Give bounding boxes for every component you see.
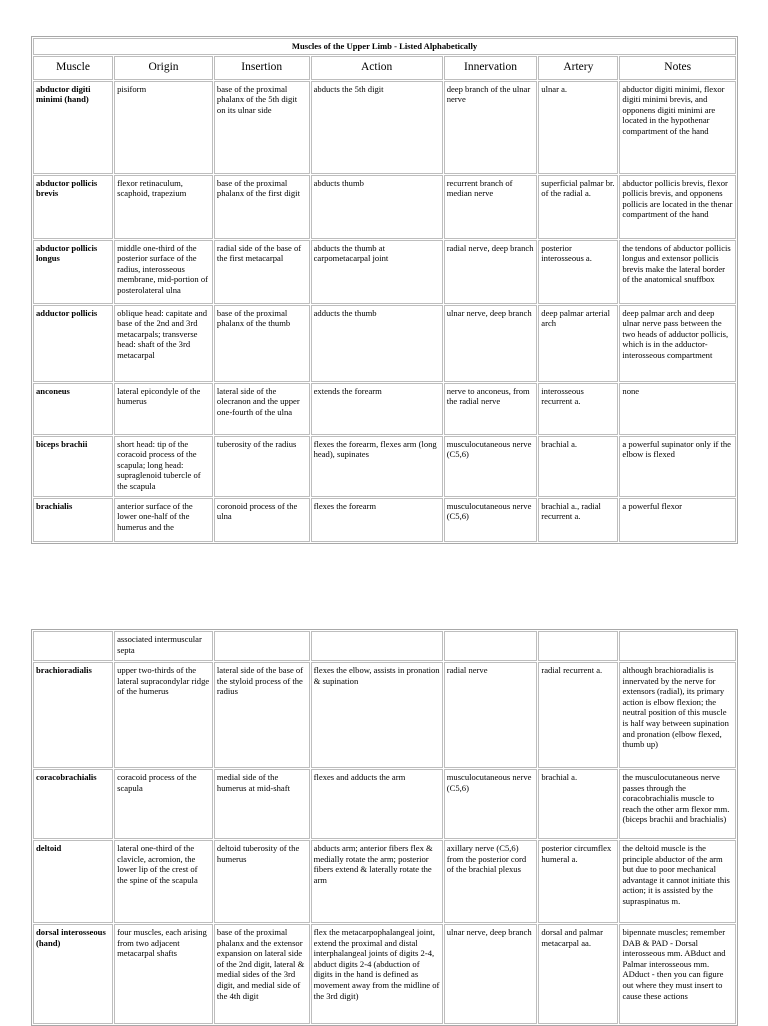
cell-artery: brachial a. (538, 436, 618, 497)
muscles-table-page-2 (31, 629, 738, 1026)
cell-origin: lateral epicondyle of the humerus (114, 383, 213, 435)
cell-notes: deep palmar arch and deep ulnar nerve pass between the two heads of adductor pollicis, which is in the adductor-interosseous compartment (619, 305, 736, 382)
title-row (33, 38, 736, 55)
cell-insertion: base of the proximal phalanx of the first digit (214, 175, 310, 239)
cell-artery: radial recurrent a. (538, 662, 618, 768)
cell-origin: pisiform (114, 81, 213, 174)
table-row (33, 383, 736, 435)
cell-muscle: brachioradialis (33, 662, 113, 768)
table-row (33, 769, 736, 839)
table-body-page-2 (33, 631, 736, 1024)
cell-artery (538, 631, 618, 661)
cell-innervation: deep branch of the ulnar nerve (444, 81, 538, 174)
cell-innervation: musculocutaneous nerve (C5,6) (444, 436, 538, 497)
cell-action: adducts the thumb (311, 305, 443, 382)
cell-insertion (214, 631, 310, 661)
cell-origin: anterior surface of the lower one-half of the humerus and the (114, 498, 213, 542)
cell-action: flexes the forearm (311, 498, 443, 542)
cell-insertion: tuberosity of the radius (214, 436, 310, 497)
column-header-artery: Artery (538, 56, 618, 80)
cell-notes: a powerful flexor (619, 498, 736, 542)
column-header-notes: Notes (619, 56, 736, 80)
cell-muscle: dorsal interosseous (hand) (33, 924, 113, 1024)
cell-action: flexes the forearm, flexes arm (long head), supinates (311, 436, 443, 497)
cell-notes: the musculocutaneous nerve passes through the coracobrachialis muscle to reach the other arm flexor mm.(biceps brachii and brachialis) (619, 769, 736, 839)
cell-muscle: abductor digiti minimi (hand) (33, 81, 113, 174)
cell-action: abducts the thumb at carpometacarpal joint (311, 240, 443, 304)
cell-artery: posterior interosseous a. (538, 240, 618, 304)
cell-origin: lateral one-third of the clavicle, acromion, the lower lip of the crest of the spine of the scapula (114, 840, 213, 923)
cell-muscle (33, 631, 113, 661)
cell-insertion: base of the proximal phalanx of the 5th digit on its ulnar side (214, 81, 310, 174)
cell-artery: superficial palmar br. of the radial a. (538, 175, 618, 239)
cell-artery: dorsal and palmar metacarpal aa. (538, 924, 618, 1024)
cell-innervation: musculocutaneous nerve (C5,6) (444, 498, 538, 542)
cell-action: flexes the elbow, assists in pronation & supination (311, 662, 443, 768)
cell-insertion: base of the proximal phalanx and the extensor expansion on lateral side of the 2nd digit, lateral & medial sides of the 3rd digit, and medial side of the 4th digit (214, 924, 310, 1024)
cell-notes: although brachioradialis is innervated by the nerve for extensors (radial), its primary action is elbow flexion; the neutral position of this muscle is half way between supination and pronation (elbow flexed, thumb up) (619, 662, 736, 768)
cell-notes: the deltoid muscle is the principle abductor of the arm but due to poor mechanical advantage it cannot initiate this action; it is assisted by the supraspinatus m. (619, 840, 736, 923)
cell-innervation: recurrent branch of median nerve (444, 175, 538, 239)
cell-muscle: brachialis (33, 498, 113, 542)
cell-origin: associated intermuscular septa (114, 631, 213, 661)
cell-innervation: ulnar nerve, deep branch (444, 305, 538, 382)
column-header-muscle: Muscle (33, 56, 113, 80)
cell-muscle: anconeus (33, 383, 113, 435)
cell-muscle: coracobrachialis (33, 769, 113, 839)
column-header-origin: Origin (114, 56, 213, 80)
cell-innervation: radial nerve, deep branch (444, 240, 538, 304)
cell-artery: brachial a., radial recurrent a. (538, 498, 618, 542)
cell-insertion: base of the proximal phalanx of the thumb (214, 305, 310, 382)
cell-action: flex the metacarpophalangeal joint, extend the proximal and distal interphalangeal joints of digits 2-4, abduct digits 2-4 (abduction of digits in the hand is defined as movement away from the midline of the 3rd digit) (311, 924, 443, 1024)
cell-notes: abductor digiti minimi, flexor digiti minimi brevis, and opponens digiti minimi are located in the hypothenar compartment of the hand (619, 81, 736, 174)
column-header-insertion: Insertion (214, 56, 310, 80)
cell-innervation (444, 631, 538, 661)
cell-artery: ulnar a. (538, 81, 618, 174)
column-header-action: Action (311, 56, 443, 80)
cell-innervation: axillary nerve (C5,6) from the posterior cord of the brachial plexus (444, 840, 538, 923)
table-row (33, 924, 736, 1024)
cell-action (311, 631, 443, 661)
cell-action: flexes and adducts the arm (311, 769, 443, 839)
cell-muscle: adductor pollicis (33, 305, 113, 382)
cell-origin: oblique head: capitate and base of the 2nd and 3rd metacarpals; transverse head: shaft of the 3rd metacarpal (114, 305, 213, 382)
cell-artery: deep palmar arterial arch (538, 305, 618, 382)
cell-notes: none (619, 383, 736, 435)
cell-notes: bipennate muscles; remember DAB & PAD - Dorsal interosseous mm. ABduct and Palmar interosseous mm. ADduct - then you can figure out where they must insert to cause these actions (619, 924, 736, 1024)
cell-artery: brachial a. (538, 769, 618, 839)
cell-insertion: coronoid process of the ulna (214, 498, 310, 542)
cell-innervation: musculocutaneous nerve (C5,6) (444, 769, 538, 839)
table-row (33, 81, 736, 174)
cell-insertion: deltoid tuberosity of the humerus (214, 840, 310, 923)
cell-action: abducts arm; anterior fibers flex & medially rotate the arm; posterior fibers extend & laterally rotate the arm (311, 840, 443, 923)
table-row (33, 631, 736, 661)
table-row (33, 305, 736, 382)
cell-insertion: medial side of the humerus at mid-shaft (214, 769, 310, 839)
table-row (33, 498, 736, 542)
cell-innervation: radial nerve (444, 662, 538, 768)
table-title: Muscles of the Upper Limb - Listed Alphabetically (33, 38, 736, 55)
cell-innervation: nerve to anconeus, from the radial nerve (444, 383, 538, 435)
cell-origin: middle one-third of the posterior surface of the radius, interosseous membrane, mid-portion of posterolateral ulna (114, 240, 213, 304)
cell-notes: abductor pollicis brevis, flexor pollicis brevis, and opponens pollicis are located in the thenar compartment of the hand (619, 175, 736, 239)
table-row (33, 436, 736, 497)
table-body-page-1 (33, 81, 736, 542)
cell-notes: the tendons of abductor pollicis longus and extensor pollicis brevis make the lateral border of the anatomical snuffbox (619, 240, 736, 304)
cell-muscle: biceps brachii (33, 436, 113, 497)
cell-notes (619, 631, 736, 661)
table-row (33, 175, 736, 239)
cell-muscle: abductor pollicis longus (33, 240, 113, 304)
cell-origin: coracoid process of the scapula (114, 769, 213, 839)
cell-innervation: ulnar nerve, deep branch (444, 924, 538, 1024)
cell-origin: upper two-thirds of the lateral supracondylar ridge of the humerus (114, 662, 213, 768)
cell-action: abducts thumb (311, 175, 443, 239)
cell-insertion: lateral side of the base of the styloid process of the radius (214, 662, 310, 768)
cell-action: extends the forearm (311, 383, 443, 435)
muscles-table-page-1 (31, 36, 738, 544)
cell-notes: a powerful supinator only if the elbow is flexed (619, 436, 736, 497)
cell-muscle: abductor pollicis brevis (33, 175, 113, 239)
cell-insertion: lateral side of the olecranon and the upper one-fourth of the ulna (214, 383, 310, 435)
cell-origin: four muscles, each arising from two adjacent metacarpal shafts (114, 924, 213, 1024)
table-row (33, 240, 736, 304)
table-row (33, 662, 736, 768)
cell-action: abducts the 5th digit (311, 81, 443, 174)
cell-artery: interosseous recurrent a. (538, 383, 618, 435)
cell-muscle: deltoid (33, 840, 113, 923)
cell-insertion: radial side of the base of the first metacarpal (214, 240, 310, 304)
cell-artery: posterior circumflex humeral a. (538, 840, 618, 923)
table-row (33, 840, 736, 923)
page-2 (0, 560, 768, 1024)
cell-origin: short head: tip of the coracoid process of the scapula; long head: supraglenoid tubercle of the scapula (114, 436, 213, 497)
header-row (33, 56, 736, 80)
column-header-innervation: Innervation (444, 56, 538, 80)
cell-origin: flexor retinaculum, scaphoid, trapezium (114, 175, 213, 239)
